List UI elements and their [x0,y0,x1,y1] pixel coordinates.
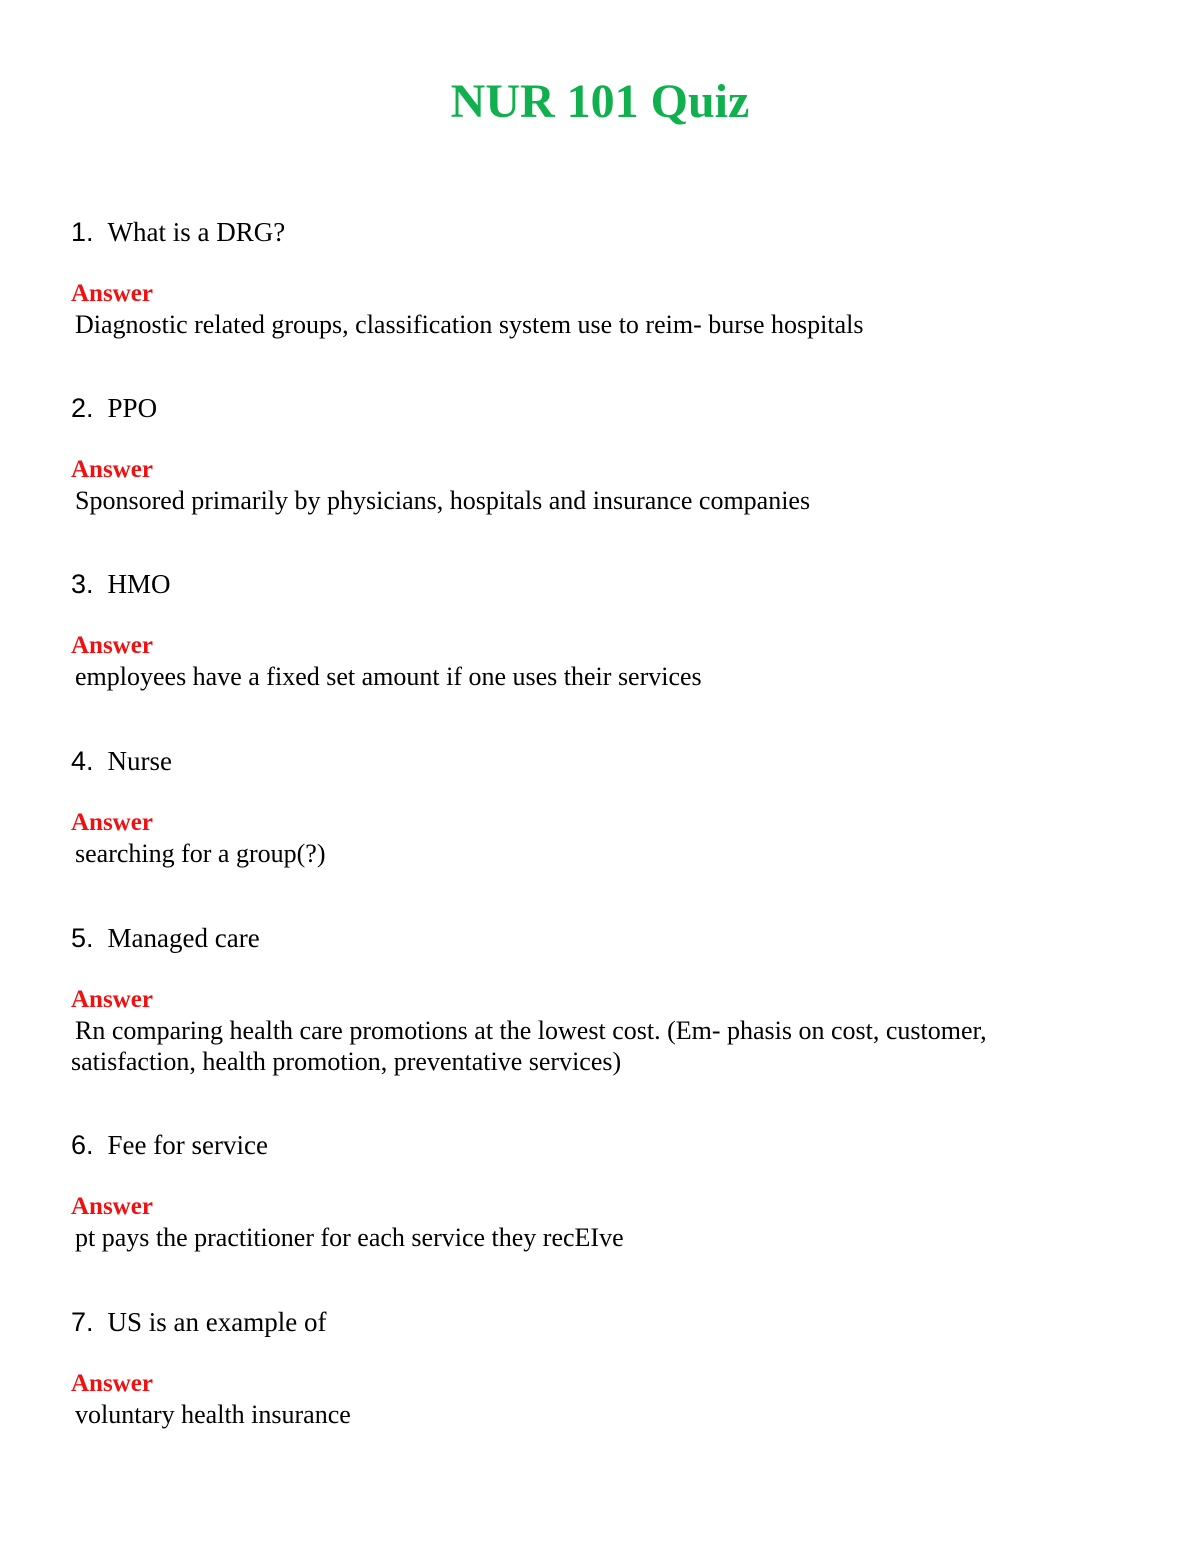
question-text: Managed care [107,923,260,953]
answer-label: Answer [71,456,153,483]
quiz-item [71,567,1151,692]
quiz-item [71,744,1151,869]
quiz-item [71,1305,1151,1430]
answer-text: employees have a fixed set amount if one uses their services [75,662,702,691]
question-text: US is an example of [107,1307,327,1337]
answer-text: voluntary health insurance [75,1400,351,1429]
answer-text: pt pays the practitioner for each service they recEIve [75,1223,624,1252]
answer-text: Sponsored primarily by physicians, hospitals and insurance companies [75,486,811,515]
answer-label: Answer [71,986,153,1013]
question-number: 5. [71,923,94,953]
question-text: HMO [107,569,171,599]
question-text: Fee for service [107,1130,268,1160]
question [71,391,1151,425]
quiz-item [71,1128,1151,1253]
question-number: 1. [71,217,94,247]
question [71,921,1151,955]
question-number: 4. [71,746,94,776]
question-number: 3. [71,569,94,599]
answer-label: Answer [71,1370,153,1397]
question-text: What is a DRG? [107,217,286,247]
question [71,215,1151,249]
quiz-item [71,921,1151,1077]
answer-text: Rn comparing health care promotions at the lowest cost. (Em- phasis on cost, customer, satisfaction, health promotion, preventative services) [71,1016,987,1076]
question [71,1305,1151,1339]
answer-text: Diagnostic related groups, classification system use to reim- burse hospitals [75,310,864,339]
quiz-item [71,391,1151,516]
answer-label: Answer [71,1193,153,1220]
answer-text: searching for a group(?) [75,839,326,868]
question [71,744,1151,778]
page-title: NUR 101 Quiz [450,75,750,128]
question [71,567,1151,601]
question-number: 2. [71,393,94,423]
question-text: Nurse [107,746,173,776]
question-text: PPO [107,393,158,423]
answer-label: Answer [71,809,153,836]
question [71,1128,1151,1162]
quiz-item [71,215,1151,340]
question-number: 6. [71,1130,94,1160]
answer-label: Answer [71,632,153,659]
answer-label: Answer [71,280,153,307]
question-number: 7. [71,1307,94,1337]
